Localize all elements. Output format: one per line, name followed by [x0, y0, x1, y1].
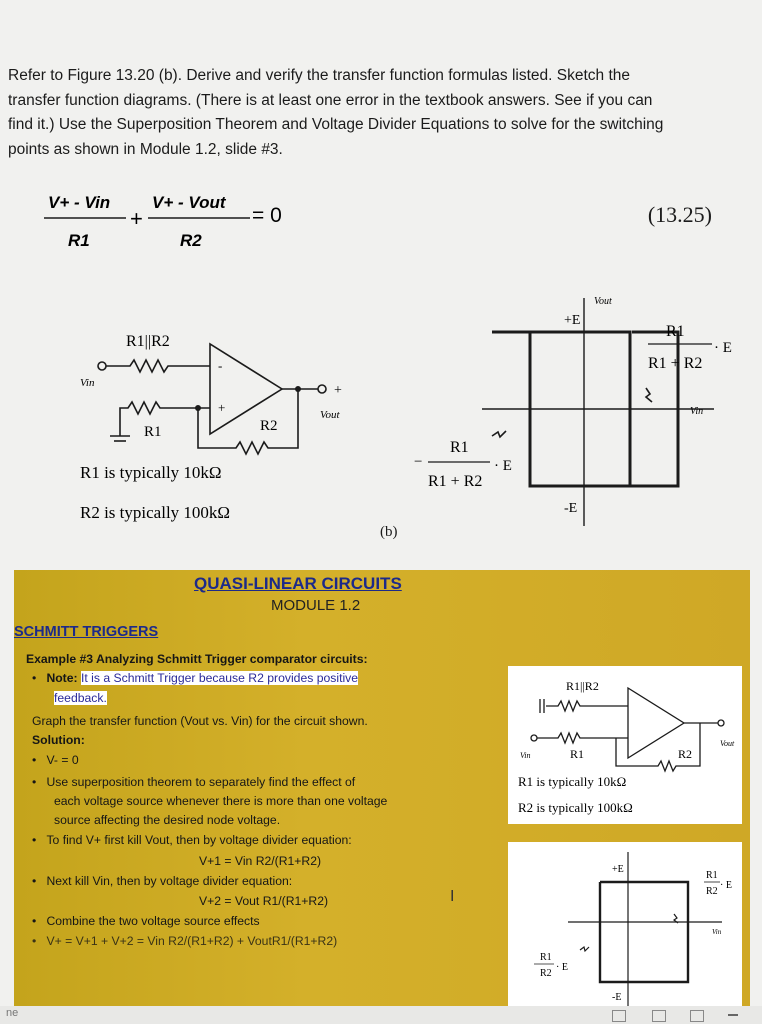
bullet-superposition: Use superposition theorem to separately find the effect of: [46, 775, 356, 789]
eq-rhs: = 0: [252, 204, 282, 227]
ground-resistor: [120, 402, 210, 422]
intro-line-4: points as shown in Module 1.2, slide #3.: [8, 140, 283, 158]
label-out-plus: +: [334, 383, 342, 398]
note-text-2: feedback.: [54, 691, 107, 705]
mini-out-terminal: [718, 720, 724, 726]
arrow-right: [646, 388, 652, 402]
text-cursor: I: [450, 888, 455, 905]
bottom-threshold-den: R1 + R2: [428, 473, 483, 490]
zoom-out-icon[interactable]: [728, 1014, 738, 1016]
mini-vout: Vout: [720, 739, 735, 748]
label-vin: Vin: [80, 377, 95, 389]
vin-terminal: [98, 362, 106, 370]
solution-label: Solution:: [32, 733, 85, 747]
eq-denominator-1: R1: [68, 231, 90, 250]
mini-plus-e: +E: [612, 864, 624, 875]
mini-r1: [537, 733, 628, 743]
slide-section-heading: SCHMITT TRIGGERS: [14, 624, 159, 640]
transfer-diagram: [396, 290, 736, 540]
bottom-threshold-neg: −: [414, 454, 423, 470]
plus-e-label: +E: [564, 313, 581, 328]
bullet-kill-vout: To find V+ first kill Vout, then by voltage divider equation:: [46, 833, 352, 847]
mini-r2-label: R2: [678, 747, 693, 761]
note-label: Note:: [46, 671, 78, 685]
axis-vin-label: Vin: [690, 406, 704, 417]
circuit-diagram: [70, 318, 370, 528]
eq-denominator-2: R2: [180, 231, 202, 250]
mini-minus-e: -E: [612, 992, 622, 1003]
arrow-left: [492, 431, 506, 437]
eq-v-plus-2: V+2 = Vout R1/(R1+R2): [199, 894, 329, 908]
mini-note-2: R2 is typically 100kΩ: [518, 800, 633, 815]
slide-subtitle: MODULE 1.2: [271, 597, 361, 614]
label-r1: R1: [144, 424, 162, 440]
corner-text: ne: [6, 1007, 19, 1019]
mini-bot-e: · E: [556, 962, 568, 973]
view-icon-1[interactable]: [612, 1010, 626, 1022]
label-r-parallel: R1||R2: [126, 333, 170, 350]
mini-arrow-left: [580, 947, 589, 951]
vout-terminal: [318, 385, 326, 393]
bullet-superposition-2: each voltage source whenever there is more than one voltage: [54, 794, 388, 808]
mini-top-num: R1: [706, 870, 718, 881]
mini-top-e: · E: [720, 880, 732, 891]
top-threshold-num: R1: [666, 323, 685, 340]
bullet-v-minus: V- = 0: [46, 753, 79, 767]
top-threshold-den: R1 + R2: [648, 355, 703, 372]
mini-input-resistor: [546, 701, 628, 711]
mini-r1-label: R1: [570, 747, 585, 761]
view-icon-2[interactable]: [652, 1010, 666, 1022]
view-icon-3[interactable]: [690, 1010, 704, 1022]
eq-v-plus-1: V+1 = Vin R2/(R1+R2): [199, 854, 322, 868]
mini-transfer-box: [508, 842, 742, 1012]
input-resistor: [106, 360, 210, 372]
equation-13-25: [40, 186, 340, 256]
mini-note-1: R1 is typically 10kΩ: [518, 774, 627, 789]
example-heading: Example #3 Analyzing Schmitt Trigger comparator circuits:: [26, 652, 368, 666]
minus-e-label: -E: [564, 501, 578, 516]
label-r2: R2: [260, 418, 278, 434]
label-vout: Vout: [320, 409, 340, 421]
mini-hysteresis-loop: [600, 882, 688, 982]
slide-title: QUASI-LINEAR CIRCUITS: [194, 574, 402, 593]
axis-vout-label: Vout: [594, 296, 612, 307]
mini-op-amp: [628, 688, 684, 758]
mini-transfer: [508, 842, 742, 1012]
bullet-note: [32, 671, 358, 685]
mini-vin-label: Vin: [712, 928, 722, 936]
graph-instruction: Graph the transfer function (Vout vs. Vin) for the circuit shown.: [32, 714, 368, 728]
figure-caption: (b): [380, 524, 398, 540]
eq-numerator-2: V+ - Vout: [152, 193, 226, 212]
bottom-threshold-e: · E: [494, 458, 512, 474]
equation-number: (13.25): [647, 202, 712, 227]
bullet-kill-vin: Next kill Vin, then by voltage divider equation:: [46, 874, 293, 888]
note-text: It is a Schmitt Trigger because R2 provides positive: [80, 671, 359, 685]
mini-circuit: [508, 666, 742, 824]
intro-line-3: find it.) Use the Superposition Theorem and Voltage Divider Equations to solve for the switching: [8, 116, 664, 133]
slide: QUASI-LINEAR CIRCUITS MODULE 1.2 SCHMITT TRIGGERS Example #3 Analyzing Schmitt Trigger comparator circuits: • Note: It is a Schmitt Trigger because R2 provides positive feedback. Graph the transfer function (Vout vs. Vin) for the circuit shown. Solution: • V- = 0 • Use superposition theorem to separately find the effect of each voltage source whenever there is more than one voltage source affecting the desired node voltage. • To find V+ first kill Vout, then by voltage divider equation: V+1 = Vin R2/(R1+R2) • Next kill Vin, then by voltage divider equation: V+2 = Vout R1/(R1+R2) • Combine the two voltage source effects • V+ = V+1 + V+2 = Vin R2/(R1+R2) + VoutR1/(R1+R2) I R1||R2 Vin R1 R2 Vout R1 is typically 10kΩ R2 is typically 100kΩ +E -E Vin R1 R2 · E R1 R2 · E: [14, 570, 750, 1024]
intro-line-2: transfer function diagrams. (There is at least one error in the textbook answers. See if you can: [8, 91, 653, 109]
mini-r-par: R1||R2: [566, 679, 599, 693]
bottom-threshold-num: R1: [450, 439, 469, 456]
note-r1: R1 is typically 10kΩ: [80, 463, 222, 482]
label-minus-input: -: [218, 358, 223, 373]
bullet-v-plus-total: V+ = V+1 + V+2 = Vin R2/(R1+R2) + VoutR1/(R1+R2): [46, 934, 338, 948]
mini-vin: Vin: [520, 751, 531, 760]
bullet-combine: Combine the two voltage source effects: [46, 914, 260, 928]
eq-plus: +: [130, 206, 143, 231]
mini-bot-den: R2: [540, 968, 552, 979]
label-plus-input: +: [218, 400, 226, 415]
mini-top-den: R2: [706, 886, 718, 897]
mini-vin-terminal: [531, 735, 537, 741]
intro-paragraph: [8, 64, 758, 162]
intro-line-1: Refer to Figure 13.20 (b). Derive and verify the transfer function formulas listed. Sketch the: [8, 67, 631, 84]
bullet-dot: •: [32, 671, 47, 685]
mini-bot-num: R1: [540, 952, 552, 963]
junction-dot-2: [295, 386, 301, 392]
bottom-status-bar: [0, 1006, 762, 1024]
eq-numerator-1: V+ - Vin: [48, 193, 111, 212]
top-threshold-e: · E: [714, 340, 732, 356]
mini-circuit-box: [508, 666, 742, 824]
junction-dot-1: [195, 405, 201, 411]
note-r2: R2 is typically 100kΩ: [80, 503, 231, 522]
bullet-superposition-3: source affecting the desired node voltage.: [54, 813, 281, 827]
feedback-resistor: [198, 389, 298, 454]
